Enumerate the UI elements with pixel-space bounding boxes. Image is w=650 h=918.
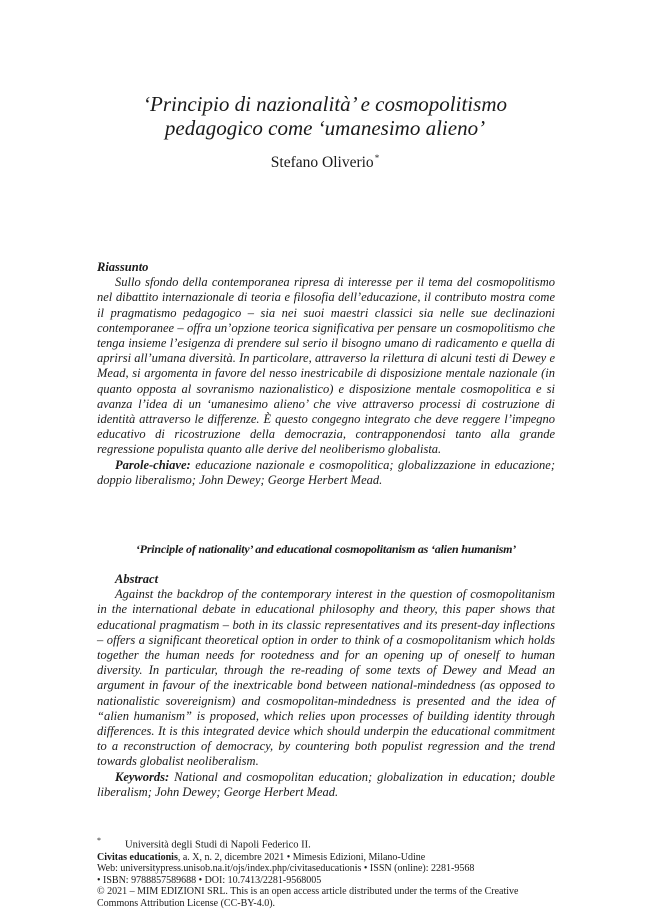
author-footnote-mark: * (374, 153, 380, 163)
riassunto-body: Sullo sfondo della contemporanea ripresa di interesse per il tema del cosmopolitismo nel dibattito internazionale di teoria e filosofia dell’educazione, il contributo mostra come il pragmatismo pedagogico – sia nei suoi maestri classici sia nelle sue declinazioni contemporanee – offra un’opzione teorica significativa per pensare un cosmopolitismo che tenga insieme l’esigenza di prendere sul serio il bisogno umano di radicamento e quella di aprirsi all’umana diversità. In particolare, attraverso la rilettura di alcuni testi di Dewey e Mead, si argomenta in favore del nesso inestricabile di disposizione mentale nazionale (in quanto opposta al sovranismo nazionalistico) e disposizione mentale cosmopolitica e si avanza l’idea di un ‘umanesimo alieno’ che vive attraverso processi di costruzione di identità attraverso le differenze. È questo congegno integrato che deve reggere l’impegno educativo di ricostruzione della democrazia, contrapponendosi tanto alla grande regressione populista quanto alle derive del neoliberismo globalista. (97, 275, 555, 457)
author (0, 149, 650, 172)
author-name: Stefano Oliverio (270, 154, 374, 172)
journal-name: Civitas educationis (97, 852, 178, 863)
title-line-1: ‘Principio di nazionalità’ e cosmopolitismo (143, 92, 507, 116)
abstract-section (97, 572, 555, 800)
parole-chiave-label: Parole-chiave: (115, 457, 191, 472)
riassunto-heading: Riassunto (97, 260, 149, 274)
footnote (97, 834, 567, 852)
journal-details: , a. X, n. 2, dicembre 2021 • Mimesis Edizioni, Milano-Udine (177, 852, 426, 863)
web-line: Web: universitypress.unisob.na.it/ojs/index.php/civitaseducationis • ISSN (online): 2281-9568 (97, 863, 475, 875)
abstract-heading: Abstract (115, 572, 159, 586)
isbn-line: • ISBN: 9788857589688 • DOI: 10.7413/2281-9568005 (97, 874, 322, 886)
license-line-2: Commons Attribution License (CC-BY-4.0). (97, 897, 276, 909)
publication-info (97, 852, 567, 909)
title-block (0, 92, 650, 172)
footnote-text: Università degli Studi di Napoli Federico II. (125, 839, 311, 851)
paper-title (0, 92, 650, 140)
riassunto-keywords (97, 458, 555, 488)
keywords-text: National and cosmopolitan education; globalization in education; double liberalism; John Dewey; George Herbert Mead. (97, 769, 556, 799)
riassunto-section (97, 260, 555, 488)
journal-line (97, 852, 567, 863)
abstract-keywords (97, 770, 555, 800)
license-line-1: © 2021 – MIM EDIZIONI SRL. This is an open access article distributed under the terms of the Creative (97, 886, 519, 898)
title-line-2: pedagogico come ‘umanesimo alieno’ (164, 116, 486, 140)
keywords-label: Keywords: (115, 769, 170, 784)
footnote-mark: * (97, 836, 101, 845)
abstract-body: Against the backdrop of the contemporary interest in the question of cosmopolitanism in the international debate in educational philosophy and theory, this paper shows that educational pragmatism – both in its classic representatives and its present-day inflections – offers a significant theoretical option in order to think of a cosmopolitanism which holds together the human needs for rootedness and for an opening up of oneself to human diversity. In particular, through the re-reading of some texts of Dewey and Mead an argument in favour of the inextricable bond between national-mindedness (as opposed to nationalistic sovereignism) and cosmopolitan-mindedness is presented and the idea of “alien humanism” is proposed, which relies upon processes of building identity through differences. It is this integrated device which should underpin the educational commitment to a reconstruction of democracy, by countering both populist regression and the trend towards globalist neoliberalism. (97, 587, 555, 769)
english-title: ‘Principle of nationality’ and educational cosmopolitanism as ‘alien humanism’ (135, 542, 517, 556)
parole-chiave-text: educazione nazionale e cosmopolitica; globalizzazione in educazione; doppio liberalismo; John Dewey; George Herbert Mead. (97, 457, 556, 487)
